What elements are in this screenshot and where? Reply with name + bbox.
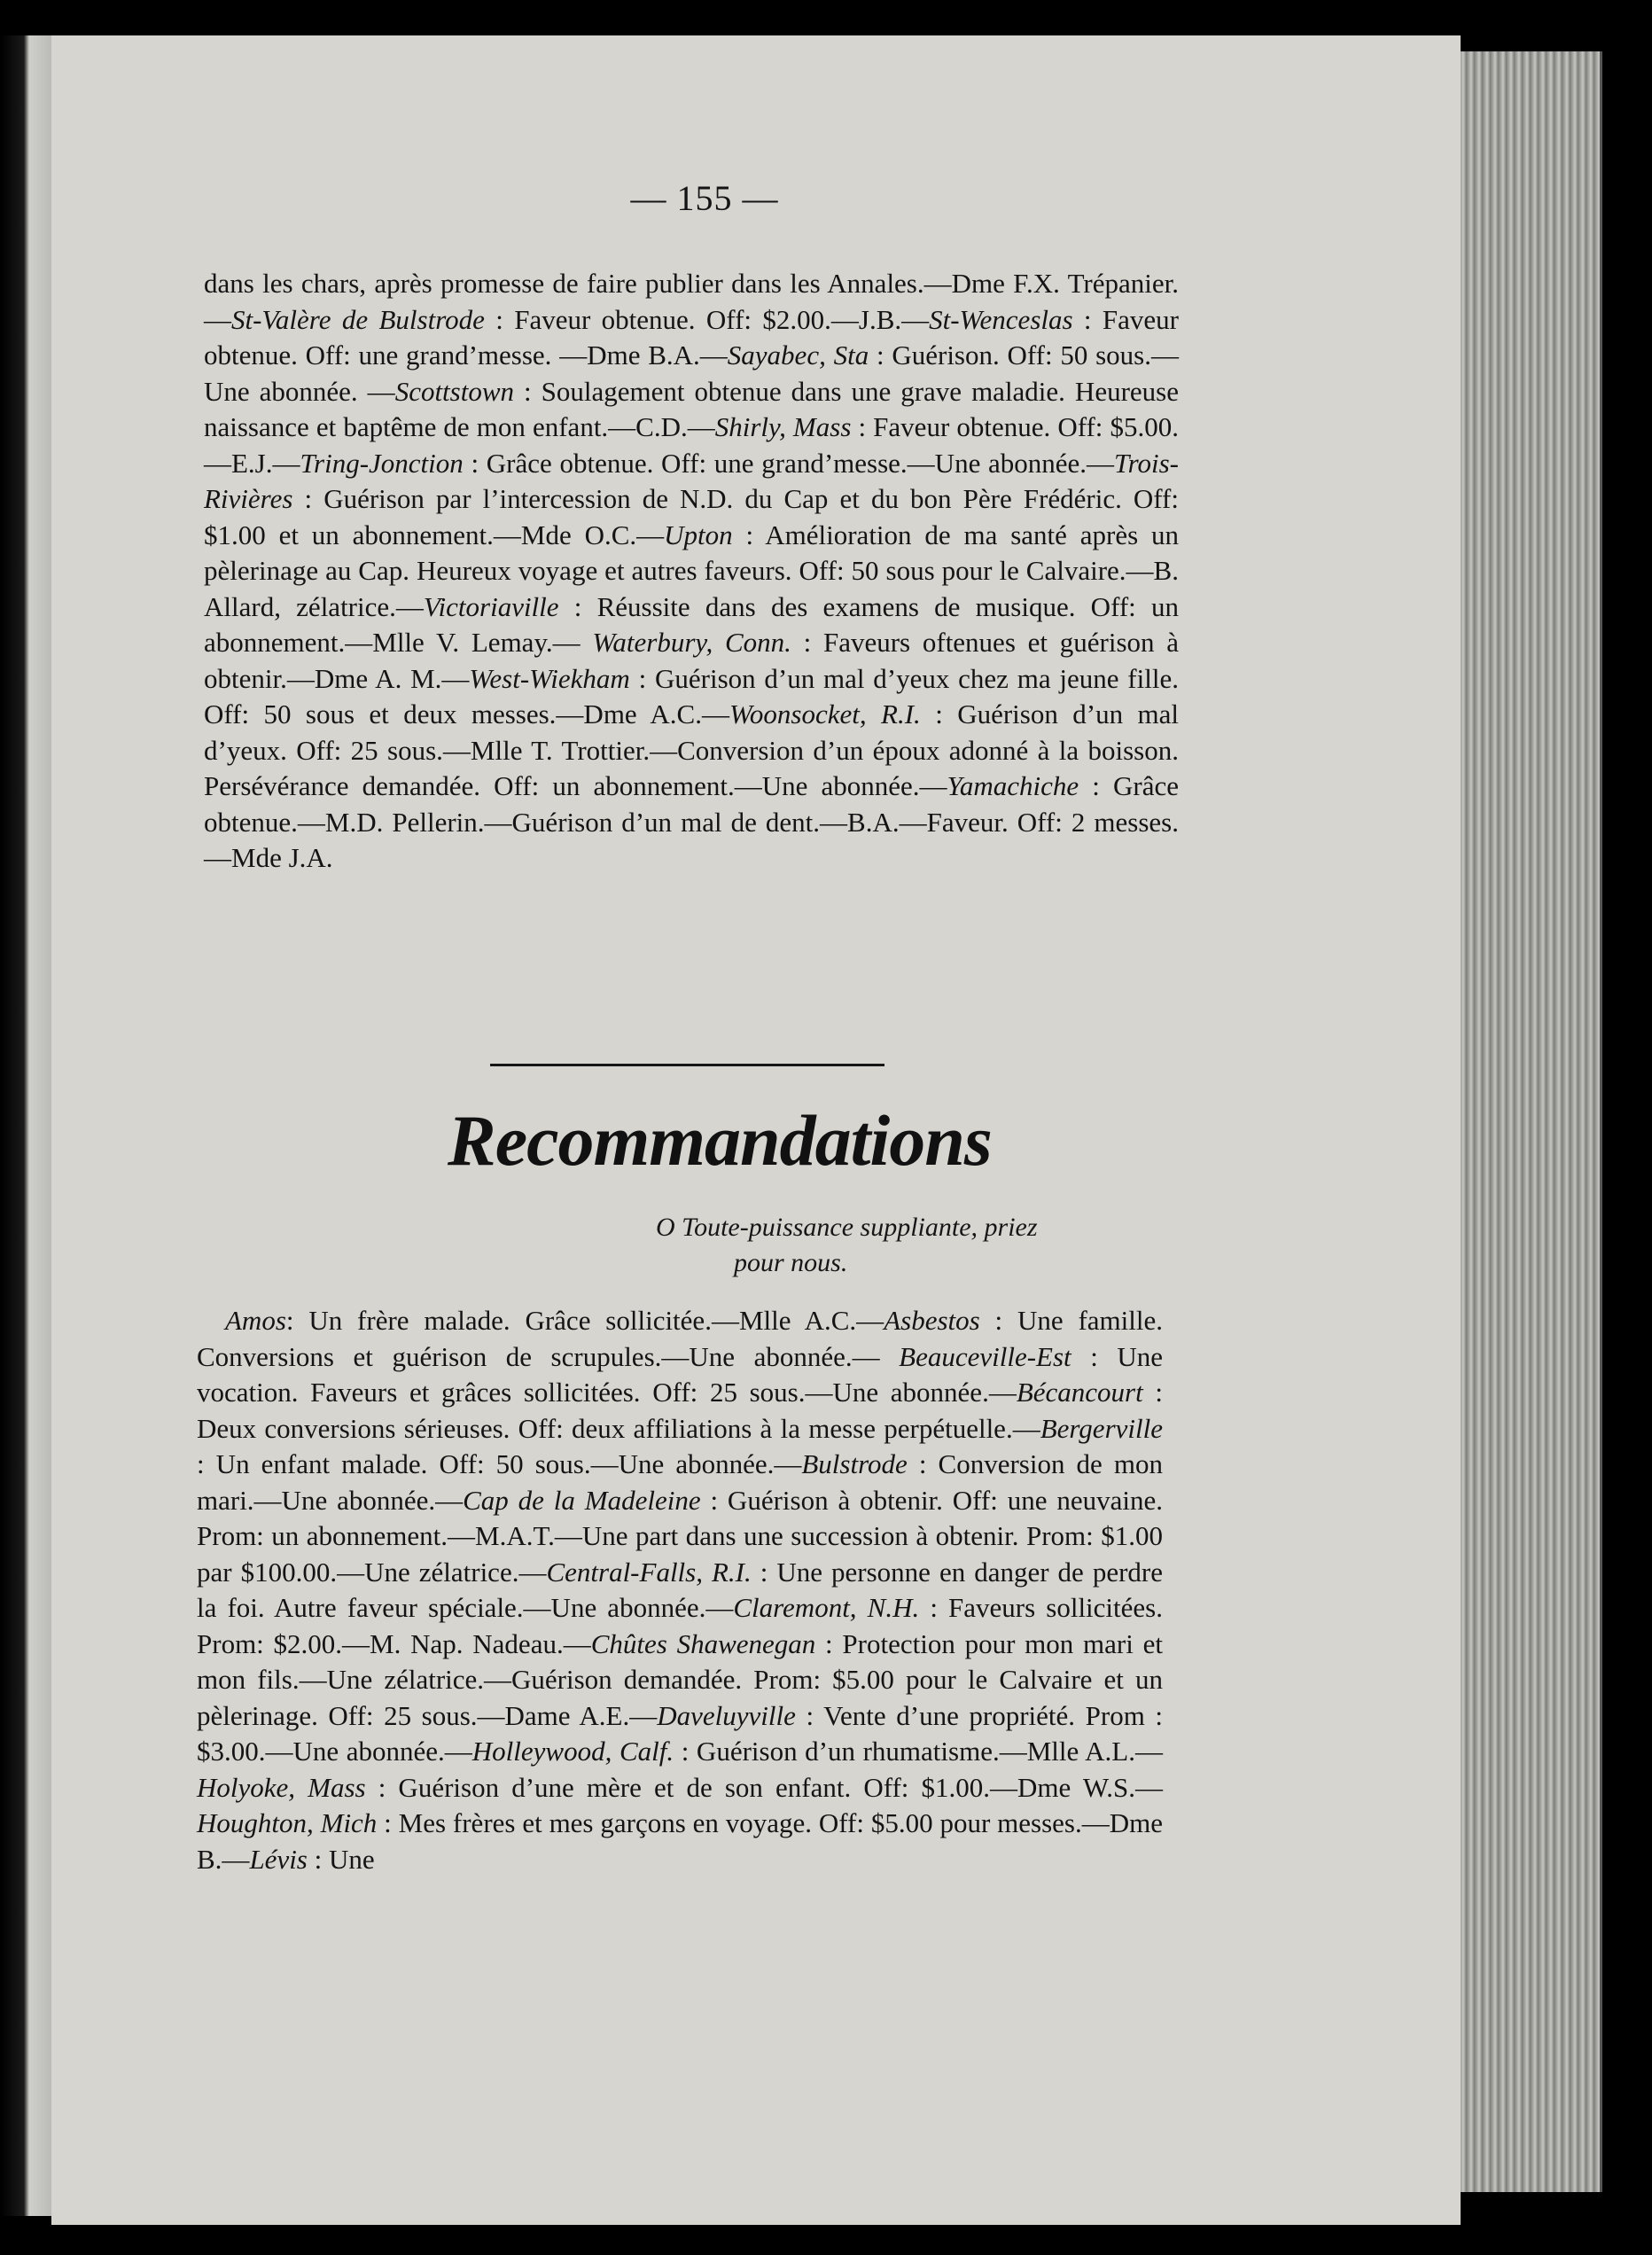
place-name: Bergerville bbox=[1040, 1412, 1163, 1444]
place-name: Asbestos bbox=[884, 1305, 980, 1336]
epigraph bbox=[656, 1210, 1170, 1281]
facing-page-edge bbox=[0, 35, 53, 2216]
epigraph-line-2: pour nous. bbox=[734, 1248, 848, 1277]
place-name: Houghton, Mich bbox=[197, 1807, 378, 1838]
place-name: Central-Falls, R.I. bbox=[546, 1556, 752, 1588]
place-name: Daveluyville bbox=[657, 1699, 796, 1731]
place-name: Bulstrode bbox=[801, 1448, 908, 1479]
recommandations-paragraph: Amos: Un frère malade. Grâce sollicitée.—Mlle A.C.—Asbestos : Une famille. Conversions et guérison de scrupules.—Une abonnée.— Beauceville-Est : Une vocation. Faveurs et grâces sollicitées. Off: 25 sous.—Une abonnée.—Bécancourt : Deux conversions sérieuses. Off: deux affiliations à la messe perpétuelle.—Bergerville : Un enfant malade. Off: 50 sous.—Une abonnée.—Bulstrode : Conversion de mon mari.—Une abonnée.—Cap de la Madeleine : Guérison à obtenir. Off: une neuvaine. Prom: un abonnement.—M.A.T.—Une part dans une succession à obtenir. Prom: $1.00 par $100.00.—Une zélatrice.—Central-Falls, R.I. : Une personne en danger de perdre la foi. Autre faveur spéciale.—Une abonnée.—Claremont, N.H. : Faveurs sollicitées. Prom: $2.00.—M. Nap. Nadeau.—Chûtes Shawenegan : Protection pour mon mari et mon fils.—Une zélatrice.—Guérison demandée. Prom: $5.00 pour le Calvaire et un pèlerinage. Off: 25 sous.—Dame A.E.—Daveluyville : Vente d’une propriété. Prom : $3.00.—Une abonnée.—Holleywood, Calf. : Guérison d’un rhumatisme.—Mlle A.L.—Holyoke, Mass : Guérison d’une mère et de son enfant. Off: $1.00.—Dme W.S.—Houghton, Mich : Mes frères et mes garçons en voyage. Off: $5.00 pour messes.—Dme B.—Lévis : Une bbox=[197, 1305, 1164, 1875]
place-name: Holyoke, Mass bbox=[197, 1771, 366, 1803]
section-divider bbox=[490, 1064, 884, 1066]
place-name: Tring-Jonction bbox=[300, 447, 464, 479]
place-name: Waterbury, Conn. bbox=[592, 627, 791, 658]
epigraph-line-1: O Toute-puissance suppliante, priez bbox=[656, 1213, 1038, 1242]
place-name: West-Wiekham bbox=[469, 662, 630, 694]
place-name: Cap de la Madeleine bbox=[463, 1484, 701, 1516]
place-name: Amos bbox=[225, 1305, 286, 1336]
place-name: Shirly, Mass bbox=[714, 411, 852, 442]
place-name: Beauceville-Est bbox=[899, 1340, 1071, 1372]
place-name: Woonsocket, R.I. bbox=[729, 698, 921, 730]
place-name: Scottstown bbox=[394, 375, 515, 407]
place-name: St-Valère de Bulstrode bbox=[231, 303, 485, 335]
place-name: Upton bbox=[664, 519, 733, 550]
place-name: Claremont, N.H. bbox=[733, 1592, 920, 1623]
place-name: Sayabec, Sta bbox=[727, 339, 869, 371]
place-name: Yamachiche bbox=[947, 770, 1079, 801]
place-name: Chûtes Shawenegan bbox=[590, 1627, 816, 1659]
place-name: St-Wenceslas bbox=[929, 303, 1073, 335]
place-name: Lévis bbox=[249, 1843, 308, 1875]
section-heading: Recommandations bbox=[448, 1100, 992, 1181]
page-number: — 155 — bbox=[630, 178, 779, 218]
place-name: Trois-Rivières bbox=[204, 447, 1179, 514]
place-name: Holleywood, Calf. bbox=[471, 1736, 674, 1767]
place-name: Bécancourt bbox=[1016, 1377, 1143, 1408]
annales-paragraph: dans les chars, après promesse de faire publier dans les Annales.—Dme F.X. Trépanier.—St-Valère de Bulstrode : Faveur obtenue. Off: $2.00.—J.B.—St-Wenceslas : Faveur obtenue. Off: une grand’messe. —Dme B.A.—Sayabec, Sta : Guérison. Off: 50 sous.—Une abonnée. —Scottstown : Soulagement obtenue dans une grave maladie. Heureuse naissance et baptême de mon enfant.—C.D.—Shirly, Mass : Faveur obtenue. Off: $5.00.—E.J.—Tring-Jonction : Grâce obtenue. Off: une grand’messe.—Une abonnée.—Trois-Rivières : Guérison par l’intercession de N.D. du Cap et du bon Père Frédéric. Off: $1.00 et un abonnement.—Mde O.C.—Upton : Amélioration de ma santé après un pèlerinage au Cap. Heureux voyage et autres faveurs. Off: 50 sous pour le Calvaire.—B. Allard, zélatrice.—Victoriaville : Réussite dans des examens de musique. Off: un abonnement.—Mlle V. Lemay.— Waterbury, Conn. : Faveurs oftenues et guérison à obtenir.—Dme A. M.—West-Wiekham : Guérison d’un mal d’yeux chez ma jeune fille. Off: 50 sous et deux messes.—Dme A.C.—Woonsocket, R.I. : Guérison d’un mal d’yeux. Off: 25 sous.—Mlle T. Trottier.—Conversion d’un époux adonné à la boisson. Persévérance demandée. Off: un abonnement.—Une abonnée.—Yamachiche : Grâce obtenue.—M.D. Pellerin.—Guérison d’un mal de dent.—B.A.—Faveur. Off: 2 messes. —Mde J.A. bbox=[204, 268, 1180, 873]
page-fore-edge bbox=[1458, 51, 1602, 2192]
place-name: Victoriaville bbox=[423, 590, 559, 622]
